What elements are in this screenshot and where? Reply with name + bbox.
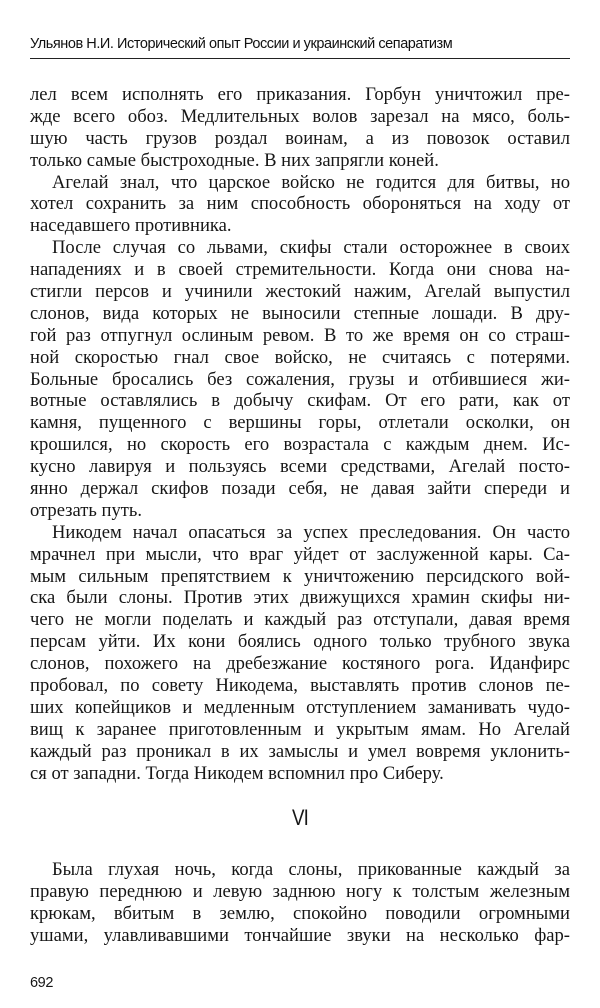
text-line: шую часть грузов роздал воинам, а из повозок оставил <box>30 127 570 149</box>
text-line: ной скоростью гнал свое войско, не считаясь с потерями. <box>30 346 570 368</box>
text-line: лел всем исполнять его приказания. Горбун уничтожил пре- <box>30 84 570 105</box>
text-line: слонов, вида которых не выносили степные лошади. В дру- <box>30 302 570 324</box>
section-text-chapter-vi <box>30 859 570 947</box>
paragraph <box>30 859 570 947</box>
text-line: хотел сохранить за ним способность обороняться на ходу от <box>30 193 570 215</box>
page-number: 692 <box>30 975 53 991</box>
text-line: правую переднюю и левую заднюю ногу к толстым железным <box>30 880 570 902</box>
chapter-heading: VI <box>292 805 308 830</box>
text-line: После случая со львами, скифы стали осторожнее в своих <box>52 237 570 259</box>
text-line: крюкам, вбитым в землю, спокойно поводили огромными <box>30 902 570 924</box>
text-line: чего не могли поделать и каждый раз отступали, давая время <box>30 609 570 631</box>
text-line: Никодем начал опасаться за успех преследования. Он часто <box>52 521 570 543</box>
paragraph <box>30 237 570 522</box>
text-line: ушами, улавливавшими тончайшие звуки на несколько фар- <box>30 924 570 946</box>
text-line: вищ к заранее приготовленным и укрытым ямам. Но Агелай <box>30 718 570 740</box>
text-line: Больные бросались без сожаления, грузы и отбившиеся жи- <box>30 368 570 390</box>
text-line: камня, пущенного с вершины горы, отлетали осколки, он <box>30 412 570 434</box>
text-line: жде всего обоз. Медлительных волов зарезал на мясо, боль- <box>30 105 570 127</box>
paragraph <box>30 172 570 238</box>
text-line: нападениях и в своей стремительности. Когда они снова на- <box>30 259 570 281</box>
text-line: кусно лавируя и пользуясь всеми средствами, Агелай посто- <box>30 456 570 478</box>
text-line: отрезать путь. <box>30 499 143 521</box>
text-line: янно держал скифов позади себя, не давая зайти спереди и <box>30 478 570 500</box>
text-line: персам уйти. Их кони боялись одного только трубного звука <box>30 631 570 653</box>
text-line: мым сильным препятствием к уничтожению персидского вой- <box>30 565 570 587</box>
text-line: мрачнел при мысли, что враг уйдет от заслуженной кары. Са- <box>30 543 570 565</box>
paragraph <box>30 84 570 172</box>
paragraph <box>30 522 570 785</box>
text-line: каждый раз проникал в их замыслы и умел вовремя уклонить- <box>30 740 570 762</box>
header-divider <box>30 58 570 59</box>
text-line: слонов, похожего на дребезжание костяного рога. Иданфирс <box>30 653 570 675</box>
text-line: крошился, но скорость его возрастала с каждым днем. Ис- <box>30 434 570 456</box>
text-line: ся от западни. Тогда Никодем вспомнил про Сиберу. <box>30 762 444 784</box>
text-line: Была глухая ночь, когда слоны, прикованные каждый за <box>52 859 570 880</box>
text-line: вотные оставлялись в добычу скифам. От его рати, как от <box>30 390 570 412</box>
text-line: ших копейщиков и медленным отступлением заманивать чудо- <box>30 696 570 718</box>
text-line: Агелай знал, что царское войско не годится для битвы, но <box>52 171 570 193</box>
running-header: Ульянов Н.И. Исторический опыт России и украинский сепаратизм <box>30 36 453 52</box>
text-line: пробовал, по совету Никодема, выставлять против слонов пе- <box>30 675 570 697</box>
text-line: стигли персов и учинили жестокий нажим, Агелай выпустил <box>30 281 570 303</box>
text-line: ска были слоны. Против этих движущихся храмин скифы ни- <box>30 587 570 609</box>
text-line: гой раз отпугнул ослиным ревом. В то же время он со страш- <box>30 324 570 346</box>
section-text-before-chapter <box>30 84 570 785</box>
text-line: только самые быстроходные. В них запрягли коней. <box>30 149 439 171</box>
text-line: наседавшего противника. <box>30 215 232 237</box>
